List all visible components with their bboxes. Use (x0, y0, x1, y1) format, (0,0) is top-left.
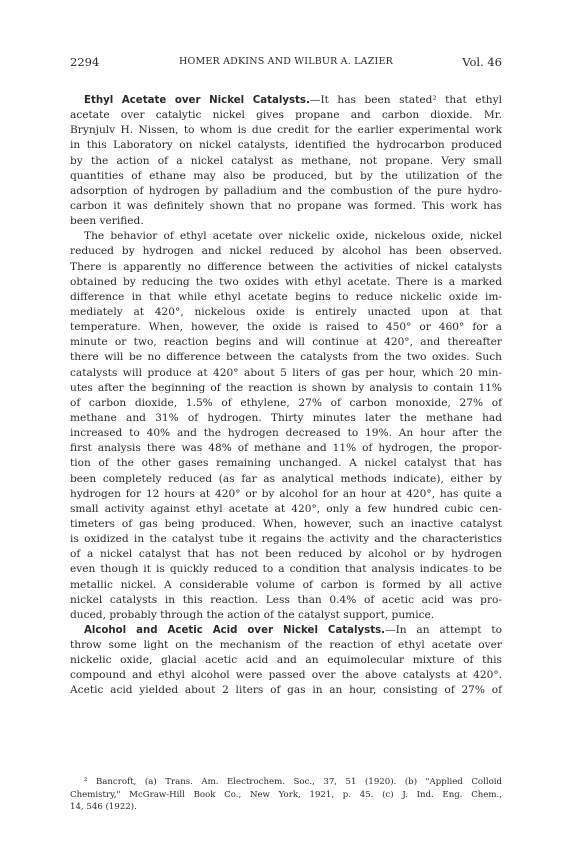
body-line: there will be no difference between the catalysts from the two oxides. Such (70, 351, 502, 364)
body-line: utes after the beginning of the reaction is shown by analysis to contain 11% (70, 381, 502, 394)
body-line: small activity against ethyl acetate at 420°, only a few hundred cubic cen- (70, 502, 502, 515)
body-line: timeters of gas being produced. When, however, such an inactive catalyst (70, 517, 502, 530)
body-line: been verified. (70, 215, 144, 228)
body-line: by the action of a nickel catalyst as methane, not propane. Very small (70, 154, 502, 167)
article-body (70, 93, 502, 699)
body-line: compound and ethyl alcohol were passed over the above catalysts at 420°. (70, 669, 502, 682)
footnote-line: Chemistry," McGraw-Hill Book Co., New York, 1921, p. 45. (c) J. Ind. Eng. Chem., (70, 789, 502, 800)
body-line: even though it is quickly reduced to a condition that analysis indicates to be (70, 563, 502, 576)
body-line: of a nickel catalyst that has not been reduced by alcohol or by hydrogen (70, 548, 502, 561)
volume-label: Vol. 46 (462, 55, 502, 69)
body-line: increased to 40% and the hydrogen decreased to 19%. An hour after the (70, 427, 502, 440)
body-line: metallic nickel. A considerable volume of carbon is formed by all active (70, 578, 502, 591)
footnote-line: 14, 546 (1922). (70, 802, 137, 813)
body-line: mediately at 420°, nickelous oxide is entirely unacted upon at that (70, 305, 502, 318)
body-line: Brynjulv H. Nissen, to whom is due credit for the earlier experimental work (70, 124, 502, 137)
body-line: tion of the other gases remaining unchanged. A nickel catalyst that has (70, 457, 502, 470)
running-title: HOMER ADKINS AND WILBUR A. LAZIER (179, 56, 393, 67)
body-line: been completely reduced (as far as analytical methods indicate), either by (70, 472, 502, 485)
body-line: throw some light on the mechanism of the reaction of ethyl acetate over (70, 639, 502, 652)
body-text: —In an attempt to (385, 623, 502, 636)
body-line: reduced by hydrogen and nickel reduced by alcohol has been observed. (70, 245, 502, 258)
body-line: carbon it was definitely shown that no propane was formed. This work has (70, 199, 502, 212)
body-line: There is apparently no difference between the activities of nickel catalysts (70, 260, 502, 273)
body-line: catalysts will produce at 420° about 5 liters of gas per hour, which 20 min- (70, 366, 502, 379)
body-line: duced, probably through the action of the catalyst support, pumice. (70, 608, 435, 621)
page-number: 2294 (70, 55, 100, 69)
body-line: of carbon dioxide, 1.5% of ethylene, 27% of carbon monoxide, 27% of (70, 396, 502, 409)
body-line: acetate over catalytic nickel gives propane and carbon dioxide. Mr. (70, 109, 502, 122)
body-line: nickelic oxide, glacial acetic acid and an equimolecular mixture of this (70, 654, 502, 667)
body-line: methane and 31% of hydrogen. Thirty minutes later the methane had (70, 411, 502, 424)
body-line: obtained by reducing the two oxides with ethyl acetate. There is a marked (70, 275, 502, 288)
section-heading: Ethyl Acetate over Nickel Catalysts. (84, 95, 310, 106)
section-heading: Alcohol and Acetic Acid over Nickel Catalysts. (84, 624, 386, 636)
body-line: is oxidized in the catalyst tube it regains the activity and the characteristics (70, 533, 502, 546)
body-line: nickel catalysts in this reaction. Less than 0.4% of acetic acid was pro- (70, 593, 502, 606)
page-header (70, 55, 502, 71)
body-line: adsorption of hydrogen by palladium and the combustion of the pure hydro- (70, 184, 502, 197)
footnotes (70, 776, 502, 814)
body-line: first analysis there was 48% of methane and 11% of hydrogen, the propor- (70, 442, 502, 455)
body-text: —It has been stated² that ethyl (309, 94, 503, 106)
body-line: minute or two, reaction begins and will continue at 420°, and thereafter (70, 336, 502, 349)
body-line: Acetic acid yielded about 2 liters of gas in an hour, consisting of 27% of (70, 684, 502, 697)
footnote-line: ² Bancroft, (a) Trans. Am. Electrochem. Soc., 37, 51 (1920). (b) "Applied Colloid (84, 777, 502, 787)
body-line: difference in that while ethyl acetate begins to reduce nickelic oxide im- (70, 290, 502, 303)
body-line: quantities of ethane may also be produced, but by the utilization of the (70, 169, 502, 182)
body-line (70, 93, 502, 108)
body-line: The behavior of ethyl acetate over nickelic oxide, nickelous oxide, nickel (84, 230, 502, 243)
body-line: hydrogen for 12 hours at 420° or by alcohol for an hour at 420°, has quite a (70, 487, 502, 500)
body-line (70, 623, 502, 638)
body-line: temperature. When, however, the oxide is raised to 450° or 460° for a (70, 321, 502, 334)
body-line: in this Laboratory on nickel catalysts, identified the hydrocarbon produced (70, 139, 502, 152)
